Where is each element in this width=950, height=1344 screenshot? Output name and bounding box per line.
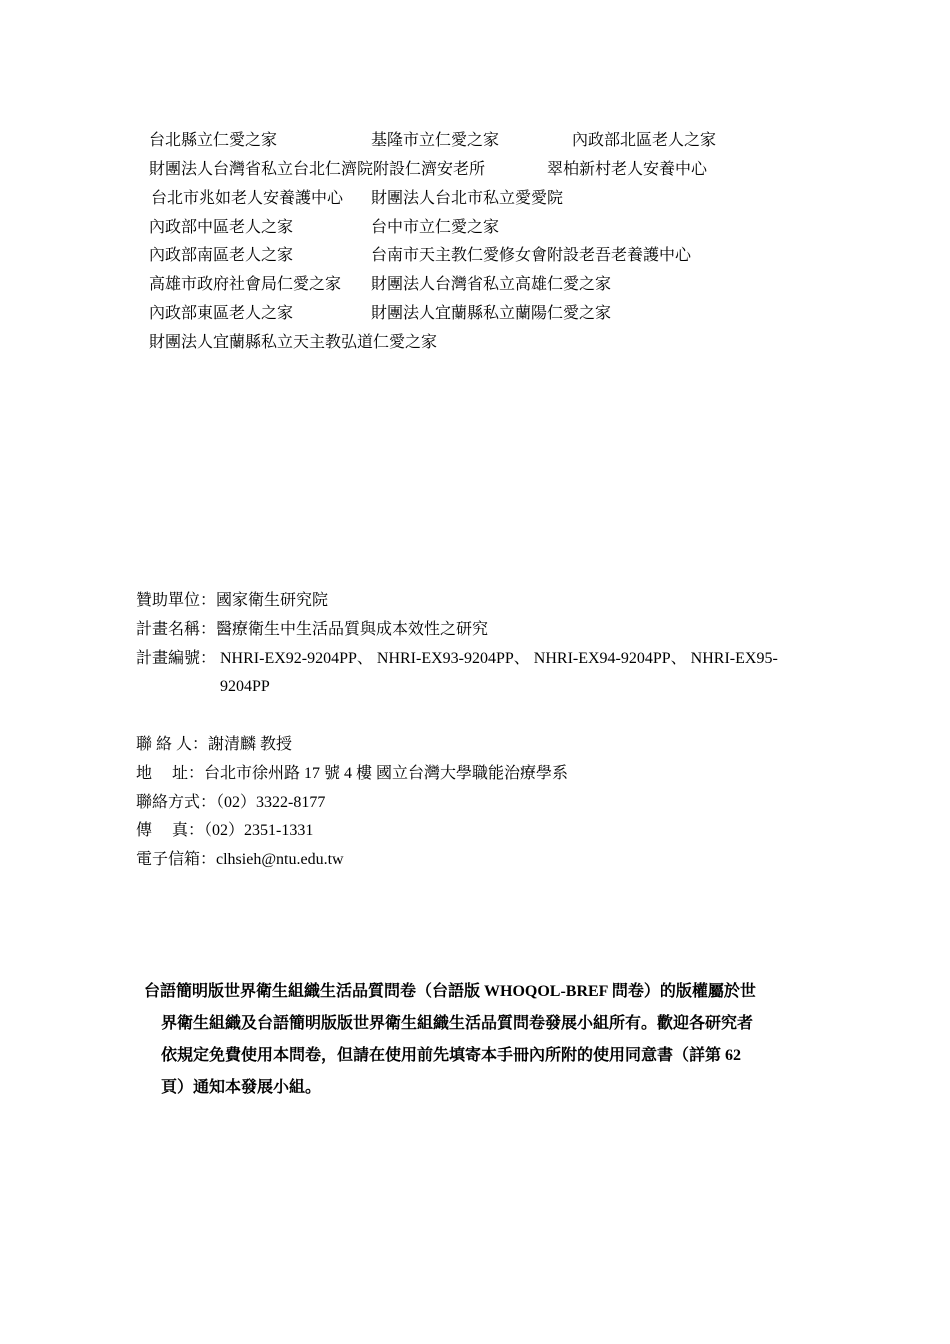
email-line: 電子信箱：clhsieh@ntu.edu.tw bbox=[136, 851, 344, 868]
institution-item: 基隆市立仁愛之家 bbox=[371, 132, 500, 149]
institution-item: 財團法人宜蘭縣私立蘭陽仁愛之家 bbox=[371, 305, 612, 322]
notice-line: 頁）通知本發展小組。 bbox=[161, 1079, 322, 1096]
notice-line: 界衛生組織及台語簡明版版世界衛生組織生活品質問卷發展小組所有。歡迎各研究者 bbox=[161, 1015, 754, 1032]
notice-line: 依規定免費使用本問卷，但請在使用前先填寄本手冊內所附的使用同意書（詳第 62 bbox=[161, 1047, 742, 1064]
institution-item: 財團法人台灣省私立高雄仁愛之家 bbox=[371, 276, 612, 293]
address-line: 地 址：台北市徐州路 17 號 4 樓 國立台灣大學職能治療學系 bbox=[136, 765, 569, 782]
institution-item: 財團法人台北市私立愛愛院 bbox=[371, 190, 564, 207]
institution-item: 內政部北區老人之家 bbox=[572, 132, 717, 149]
plan-number-line: 計畫編號： NHRI-EX92-9204PP、 NHRI-EX93-9204PP、 NHRI-EX94-9204PP、 NHRI-EX95- bbox=[136, 650, 778, 667]
institution-item: 台南市天主教仁愛修女會附設老吾老養護中心 bbox=[371, 247, 692, 264]
institution-item: 財團法人台灣省私立台北仁濟院附設仁濟安老所 bbox=[149, 161, 486, 178]
institution-item: 內政部南區老人之家 bbox=[149, 247, 294, 264]
institution-item: 台北縣立仁愛之家 bbox=[149, 132, 278, 149]
institution-item: 翠柏新村老人安養中心 bbox=[547, 161, 708, 178]
contact-person-line: 聯 絡 人：謝清麟 教授 bbox=[136, 736, 293, 753]
institution-item: 台中市立仁愛之家 bbox=[371, 219, 500, 236]
institution-item: 台北市兆如老人安養護中心 bbox=[151, 190, 344, 207]
phone-line: 聯絡方式：（02）3322-8177 bbox=[136, 794, 326, 811]
copyright-notice bbox=[144, 976, 814, 1104]
institution-item: 高雄市政府社會局仁愛之家 bbox=[149, 276, 342, 293]
sponsor-line: 贊助單位：國家衛生研究院 bbox=[136, 592, 329, 609]
institution-item: 財團法人宜蘭縣私立天主教弘道仁愛之家 bbox=[149, 334, 438, 351]
plan-name-line: 計畫名稱：醫療衛生中生活品質與成本效性之研究 bbox=[136, 621, 489, 638]
plan-number-continuation: 9204PP bbox=[220, 678, 270, 695]
institution-item: 內政部中區老人之家 bbox=[149, 219, 294, 236]
institution-item: 內政部東區老人之家 bbox=[149, 305, 294, 322]
fax-line: 傳 真：（02）2351-1331 bbox=[136, 822, 314, 839]
notice-line: 台語簡明版世界衛生組織生活品質問卷（台語版 WHOQOL-BREF 問卷）的版權屬於世 bbox=[144, 983, 756, 1000]
